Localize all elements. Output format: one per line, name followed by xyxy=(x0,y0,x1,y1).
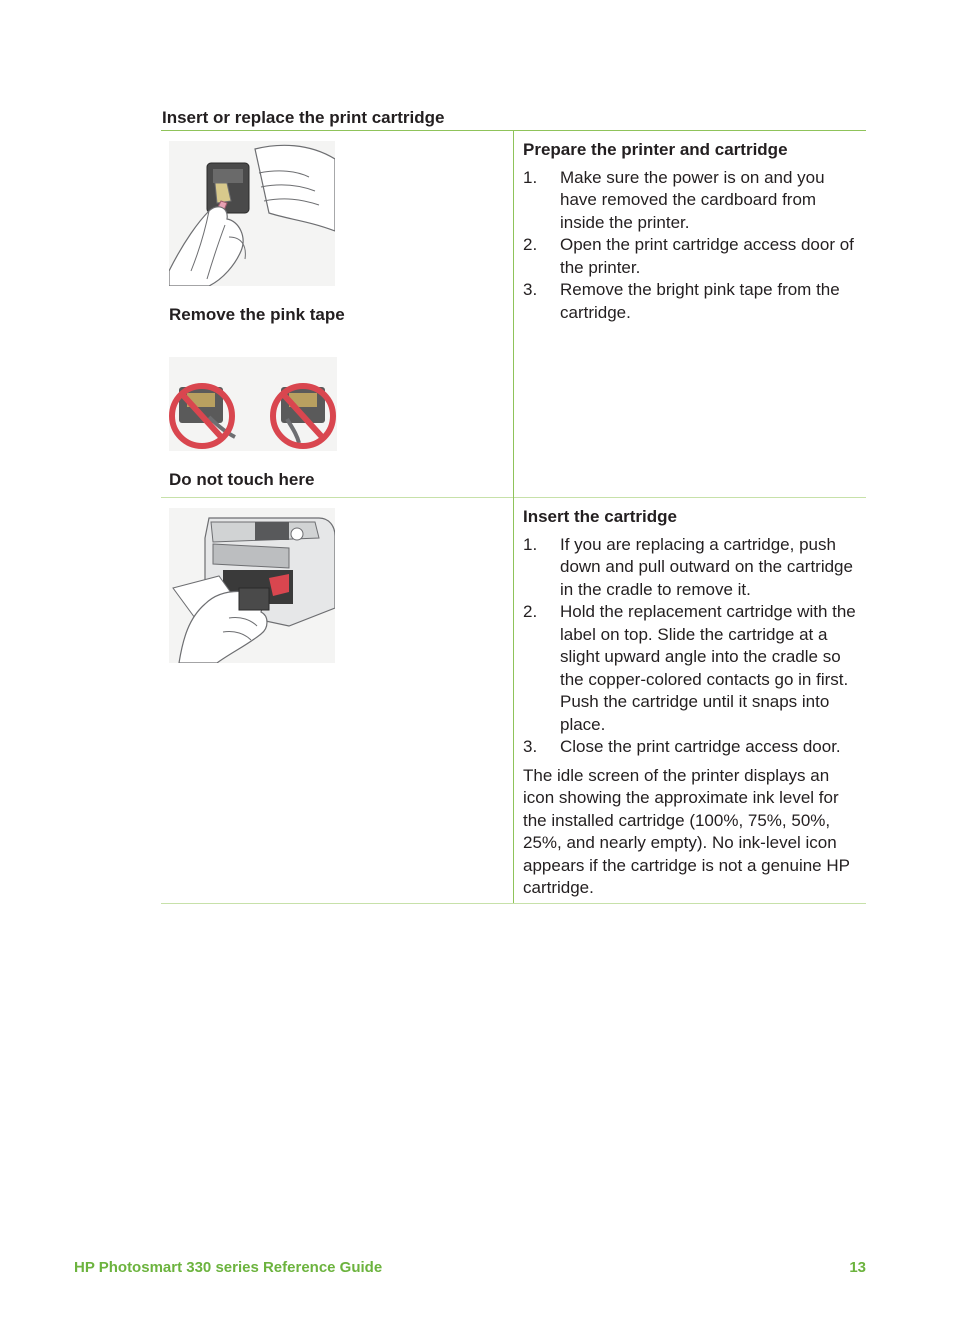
table-row xyxy=(161,131,866,498)
step-number: 3. xyxy=(523,280,538,299)
section-title: Insert or replace the print cartridge xyxy=(162,108,445,127)
step-list xyxy=(523,167,858,325)
step-number: 3. xyxy=(523,737,538,756)
step-text: Make sure the power is on and you have removed the cardboard from inside the printer. xyxy=(560,167,825,232)
page-number: 13 xyxy=(849,1259,866,1276)
illustration-cell xyxy=(161,498,514,904)
step-text: Remove the bright pink tape from the cartridge. xyxy=(560,280,840,322)
printer-insert-illustration xyxy=(169,508,335,663)
step-text: Open the print cartridge access door of the printer. xyxy=(560,235,854,277)
ink-level-note: The idle screen of the printer displays an icon showing the approximate ink level for the installed cartridge (100%, 75%, 50%, 25%, and nearly empty). No ink-level icon appears if the cartridge is not a genuine HP cartridge. xyxy=(523,765,850,897)
list-item xyxy=(523,534,858,602)
figure-caption-remove-tape: Remove the pink tape xyxy=(169,305,345,324)
list-item xyxy=(523,279,858,324)
step-text: Close the print cartridge access door. xyxy=(560,737,841,756)
step-heading: Insert the cartridge xyxy=(523,507,677,526)
step-text: If you are replacing a cartridge, push down and pull outward on the cartridge in the cradle to remove it. xyxy=(560,534,853,599)
procedure-table xyxy=(161,130,866,904)
list-item xyxy=(523,601,858,736)
step-number: 2. xyxy=(523,235,538,254)
cartridge-tape-illustration xyxy=(169,141,335,286)
instruction-cell xyxy=(514,131,867,498)
step-number: 1. xyxy=(523,534,538,554)
step-number: 1. xyxy=(523,167,538,187)
step-text: Hold the replacement cartridge with the label on top. Slide the cartridge at a slight upward angle into the cradle so the copper-colored contacts go in first. Push the cartridge until it snaps into place. xyxy=(560,602,856,734)
footer-title: HP Photosmart 330 series Reference Guide xyxy=(74,1259,383,1276)
instruction-cell xyxy=(514,498,867,904)
table-row xyxy=(161,498,866,904)
figure-caption-do-not-touch: Do not touch here xyxy=(169,470,315,489)
step-heading: Prepare the printer and cartridge xyxy=(523,140,788,159)
list-item xyxy=(523,736,858,759)
list-item xyxy=(523,167,858,235)
no-touch-illustration xyxy=(169,357,337,451)
step-list xyxy=(523,534,858,759)
illustration-cell xyxy=(161,131,514,498)
step-number: 2. xyxy=(523,602,538,621)
list-item xyxy=(523,234,858,279)
